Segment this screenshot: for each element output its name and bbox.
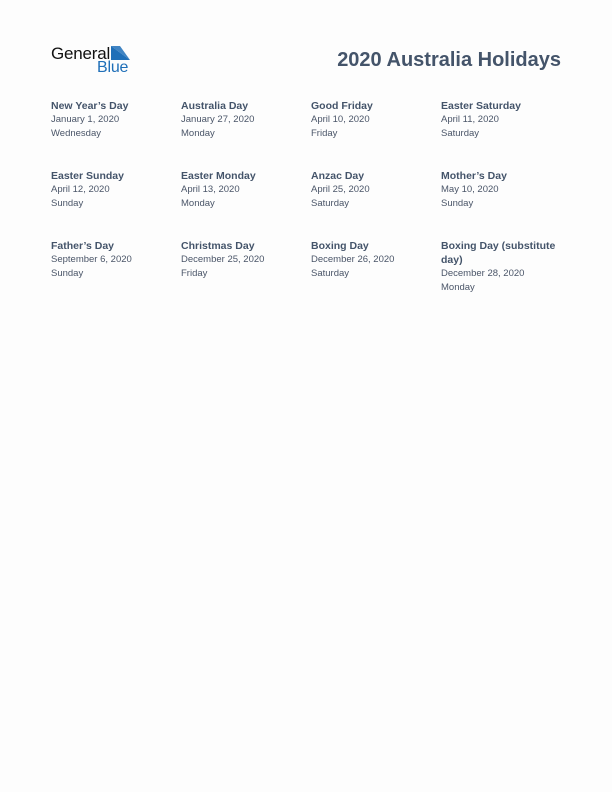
holiday-weekday: Saturday xyxy=(311,268,350,279)
holiday-item xyxy=(51,239,181,309)
holiday-name: New Year’s Day xyxy=(51,100,129,112)
holiday-name: Mother’s Day xyxy=(441,170,507,182)
holiday-name: Boxing Day xyxy=(311,240,369,252)
holiday-weekday: Wednesday xyxy=(51,128,101,139)
holiday-date: May 10, 2020 xyxy=(441,184,499,195)
holiday-name: Easter Sunday xyxy=(51,170,124,182)
logo-text-blue: Blue xyxy=(97,59,129,76)
holiday-weekday: Monday xyxy=(181,128,215,139)
holiday-weekday: Sunday xyxy=(51,268,84,279)
holiday-item xyxy=(311,99,441,169)
holiday-date: January 27, 2020 xyxy=(181,114,255,125)
holiday-name: Good Friday xyxy=(311,100,373,112)
holiday-name: Boxing Day (substitute day) xyxy=(441,240,556,266)
holiday-item xyxy=(181,169,311,239)
holiday-item xyxy=(441,99,571,169)
holiday-date: April 11, 2020 xyxy=(441,114,499,125)
holiday-date: December 25, 2020 xyxy=(181,254,265,265)
holiday-item xyxy=(51,169,181,239)
holiday-weekday: Monday xyxy=(181,198,215,209)
holiday-name: Easter Monday xyxy=(181,170,256,182)
holiday-item xyxy=(181,239,311,309)
holiday-grid xyxy=(51,99,571,309)
holiday-weekday: Saturday xyxy=(311,198,350,209)
holiday-date: April 25, 2020 xyxy=(311,184,370,195)
holiday-date: April 13, 2020 xyxy=(181,184,240,195)
holiday-date: April 10, 2020 xyxy=(311,114,370,125)
holiday-weekday: Sunday xyxy=(51,198,84,209)
holiday-date: September 6, 2020 xyxy=(51,254,132,265)
holiday-name: Christmas Day xyxy=(181,240,255,252)
holiday-weekday: Friday xyxy=(311,128,338,139)
holiday-date: January 1, 2020 xyxy=(51,114,120,125)
holiday-item xyxy=(181,99,311,169)
holiday-name: Father’s Day xyxy=(51,240,115,252)
holiday-item xyxy=(441,239,571,309)
brand-logo xyxy=(51,44,141,78)
holiday-name: Australia Day xyxy=(181,100,249,112)
holiday-date: December 28, 2020 xyxy=(441,268,525,279)
holiday-date: April 12, 2020 xyxy=(51,184,110,195)
holiday-item xyxy=(311,239,441,309)
holiday-weekday: Monday xyxy=(441,282,475,293)
holiday-item xyxy=(441,169,571,239)
logo-text-general: General xyxy=(51,44,111,63)
holiday-name: Anzac Day xyxy=(311,170,365,182)
holiday-weekday: Friday xyxy=(181,268,208,279)
holiday-name: Easter Saturday xyxy=(441,100,521,112)
holiday-date: December 26, 2020 xyxy=(311,254,395,265)
holiday-weekday: Saturday xyxy=(441,128,480,139)
page-title: 2020 Australia Holidays xyxy=(337,49,561,71)
holiday-item xyxy=(311,169,441,239)
logo-flag-icon xyxy=(111,46,130,60)
holiday-weekday: Sunday xyxy=(441,198,474,209)
holiday-item xyxy=(51,99,181,169)
